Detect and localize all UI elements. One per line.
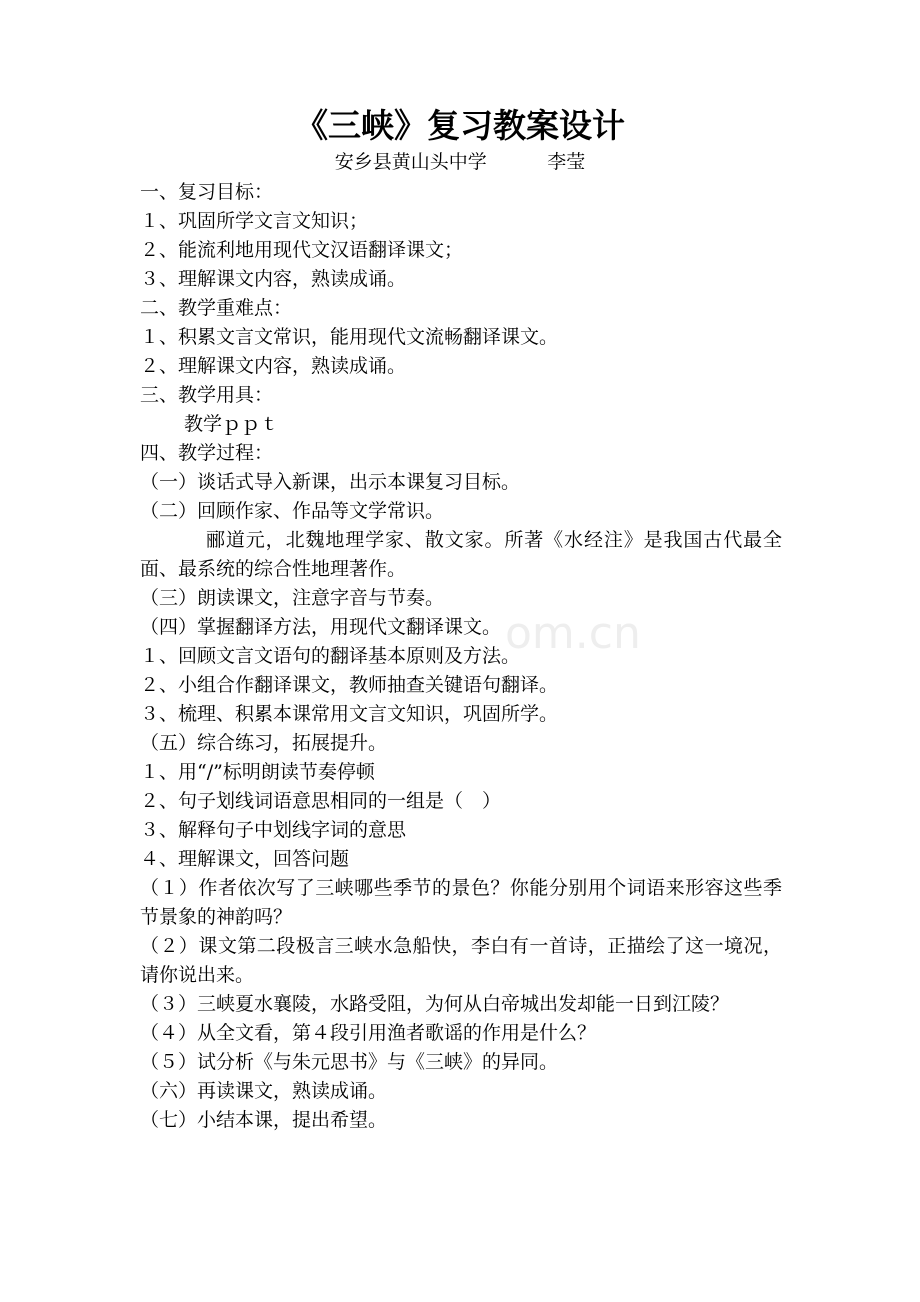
process-step: （三）朗读课文，注意字音与节奏。 <box>140 587 445 609</box>
process-step: （四）掌握翻译方法，用现代文翻译课文。 <box>140 616 502 638</box>
exercise-item: ３、解释句子中划线字词的意思 <box>140 819 407 841</box>
watermark: om.cn <box>505 608 641 659</box>
process-substep: ２、小组合作翻译课文，教师抽查关键语句翻译。 <box>140 674 559 696</box>
key-point-item: １、积累文言文常识，能用现代文流畅翻译课文。 <box>140 326 559 348</box>
goal-item: ３、理解课文内容，熟读成诵。 <box>140 268 407 290</box>
document-subtitle: 安乡县黄山头中学 李莹 <box>334 151 586 173</box>
question-item: （３）三峡夏水襄陵，水路受阻，为何从白帝城出发却能一日到江陵？ <box>140 993 730 1015</box>
process-step: （二）回顾作家、作品等文学常识。 <box>140 500 445 522</box>
question-item: （２）课文第二段极言三峡水急船快，李白有一首诗，正描绘了这一境况，请你说出来。 <box>140 935 782 986</box>
section-heading-tools: 三、教学用具： <box>140 384 274 406</box>
exercise-item: １、用“/”标明朗读节奏停顿 <box>140 761 375 783</box>
question-item: （５）试分析《与朱元思书》与《三峡》的异同。 <box>140 1051 559 1073</box>
section-heading-goals: 一、复习目标： <box>140 181 274 203</box>
goal-item: １、巩固所学文言文知识； <box>140 210 369 232</box>
process-substep: １、回顾文言文语句的翻译基本原则及方法。 <box>140 645 521 667</box>
author-paragraph: 郦道元，北魏地理学家、散文家。所著《水经注》是我国古代最全面、最系统的综合性地理著作。 <box>140 529 782 580</box>
process-step: （六）再读课文，熟读成诵。 <box>140 1080 388 1102</box>
process-step: （七）小结本课，提出希望。 <box>140 1109 388 1131</box>
exercise-item: ２、句子划线词语意思相同的一组是（ ） <box>140 790 502 812</box>
section-heading-key-points: 二、教学重难点： <box>140 297 293 319</box>
process-step: （一）谈话式导入新课，出示本课复习目标。 <box>140 471 521 493</box>
tool-item: 教学ｐｐｔ <box>184 413 280 435</box>
section-heading-process: 四、教学过程： <box>140 442 274 464</box>
question-item: （４）从全文看，第４段引用渔者歌谣的作用是什么？ <box>140 1022 597 1044</box>
question-item: （１）作者依次写了三峡哪些季节的景色？你能分别用个词语来形容这些季节景象的神韵吗？ <box>140 877 782 928</box>
document-body <box>140 178 782 1135</box>
key-point-item: ２、理解课文内容，熟读成诵。 <box>140 355 407 377</box>
process-substep: ３、梳理、积累本课常用文言文知识，巩固所学。 <box>140 703 559 725</box>
process-step: （五）综合练习，拓展提升。 <box>140 732 388 754</box>
exercise-item: ４、理解课文，回答问题 <box>140 848 350 870</box>
goal-item: ２、能流利地用现代文汉语翻译课文； <box>140 239 464 261</box>
document-title: 《三峡》复习教案设计 <box>295 106 625 145</box>
